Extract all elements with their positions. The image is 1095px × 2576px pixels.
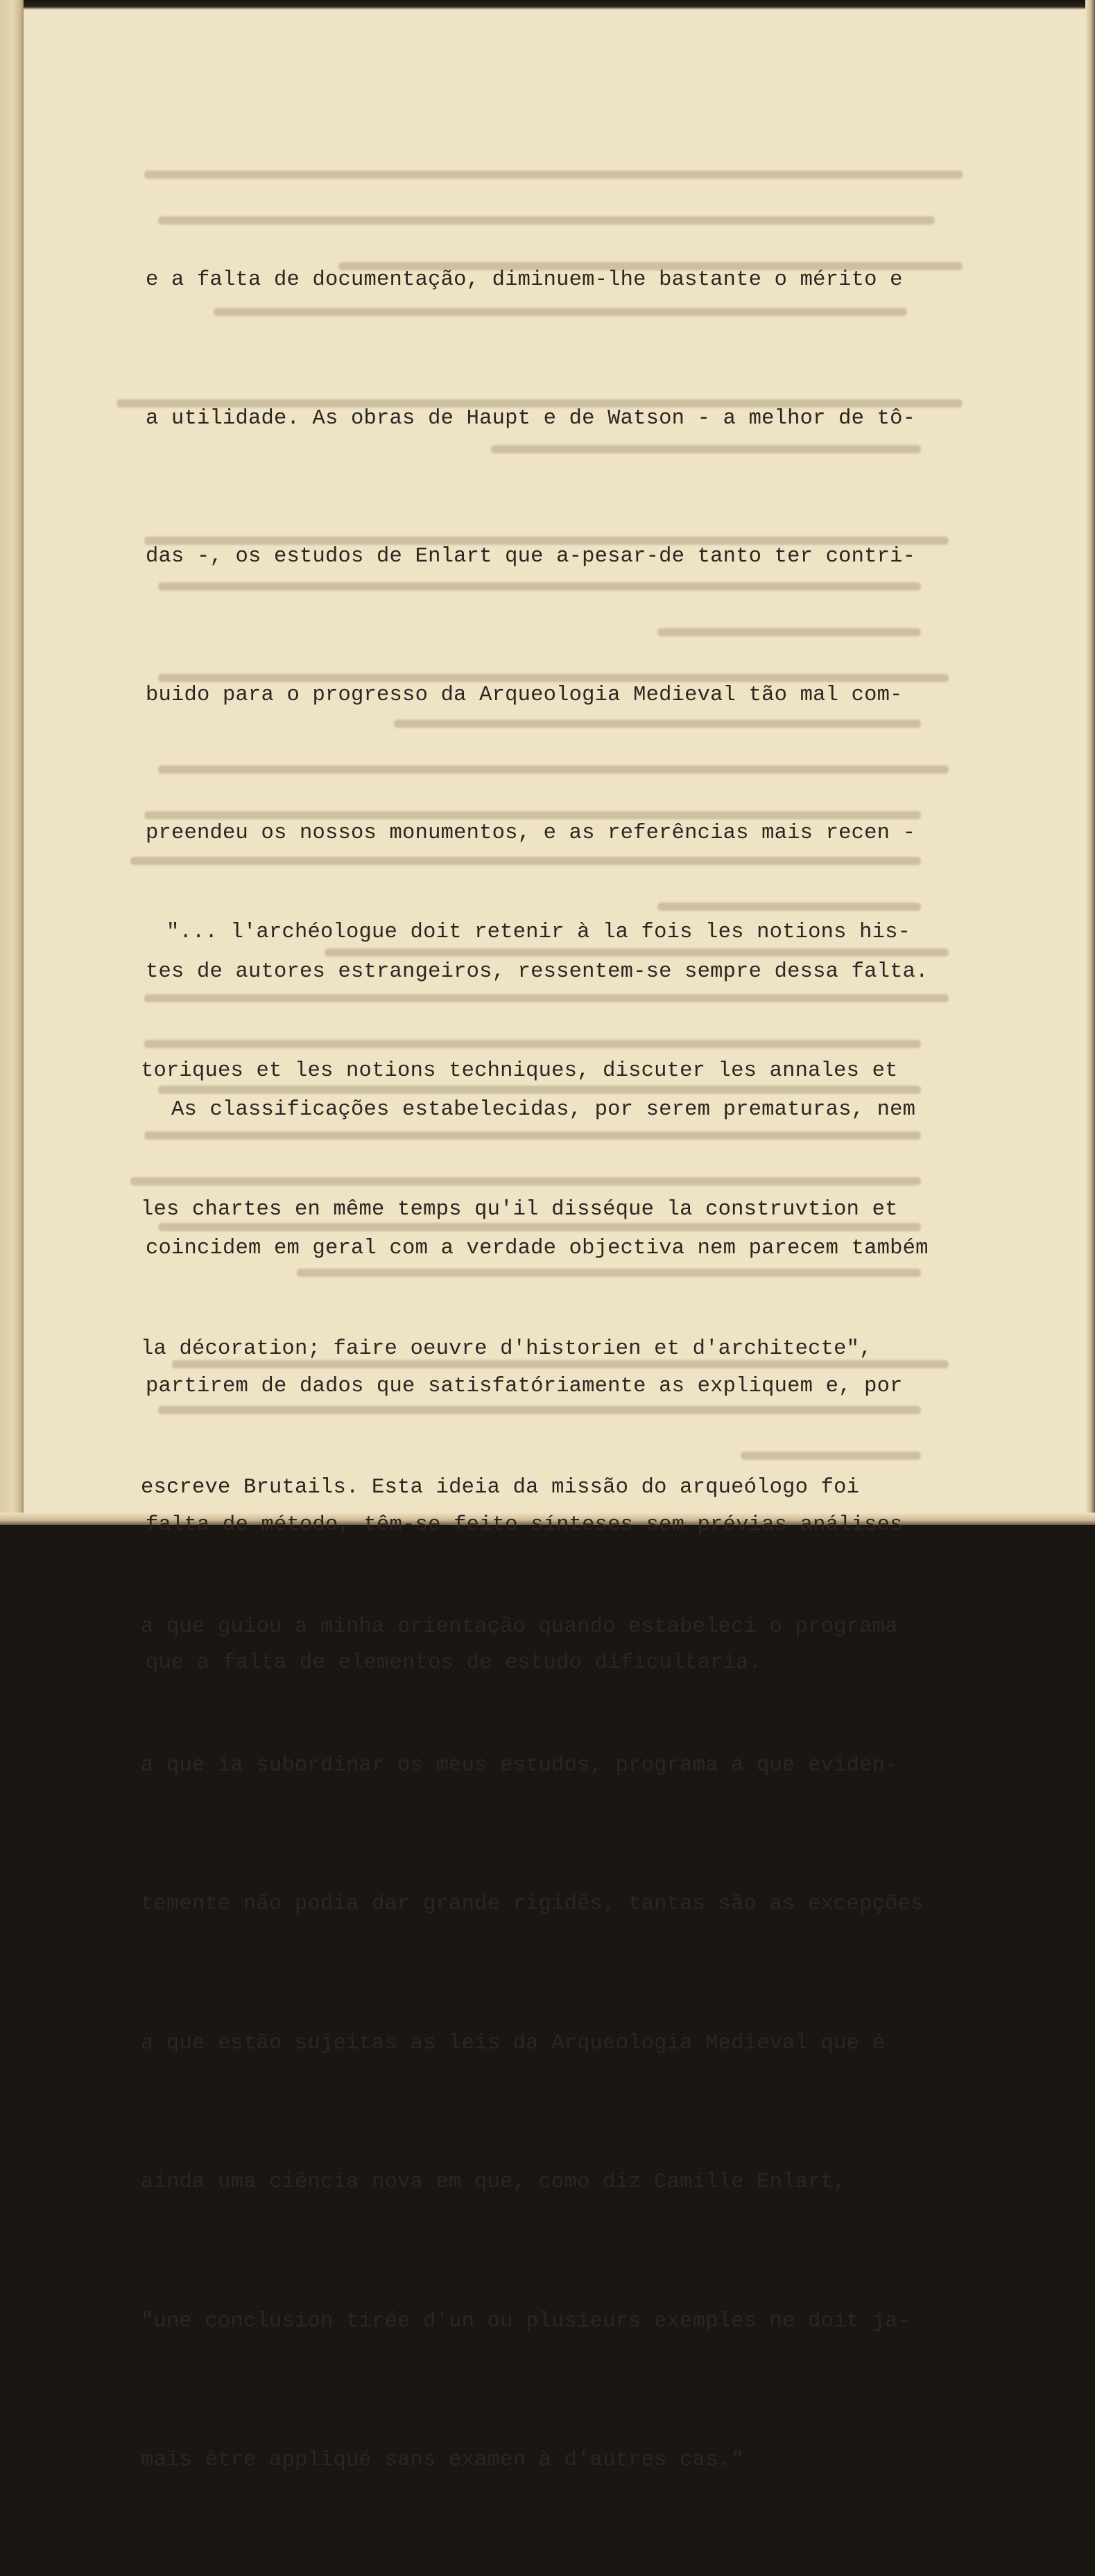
typed-paragraph-2: [141, 817, 924, 2576]
text-line: a que ia subordinar os meus estudos, programa a que eviden-: [141, 1753, 898, 1777]
text-line: partirem de dados que satisfatóriamente as expliquem e, por: [146, 1375, 903, 1398]
text-line: les chartes en même temps qu'il disséque la construvtion et: [141, 1198, 898, 1222]
text-line: que a falta de elementos de estudo dificultaria.: [146, 1651, 762, 1675]
text-line: a utilidade. As obras de Haupt e de Watson - a melhor de tô-: [146, 406, 916, 430]
text-line: ainda uma ciência nova em que, como diz Camille Enlart,: [141, 2170, 847, 2195]
text-line: a que guiou a minha orientação quando estabeleci o programa: [141, 1615, 898, 1639]
text-line: tes de autores estrangeiros, ressentem-se sempre dessa falta.: [146, 959, 929, 984]
text-line: a que estão sujeitas as leis da Arqueologia Medieval que é: [141, 2031, 886, 2055]
text-line: preendeu os nossos monumentos, e as referências mais recen -: [146, 821, 916, 845]
text-line: "... l'archéologue doit retenir à la fois les notions his-: [141, 920, 911, 944]
text-line: falta de método, têm-se feito sínteses sem prévias análises: [146, 1513, 903, 1537]
text-line: das -, os estudos de Enlart que a-pesar-de tanto ter contri-: [146, 545, 916, 568]
text-line: e a falta de documentação, diminuem-lhe bastante o mérito e: [146, 268, 903, 292]
text-line: buido para o progresso da Arqueologia Medieval tão mal com-: [146, 683, 903, 707]
text-line: toriques et les notions techniques, discuter les annales et: [141, 1059, 898, 1083]
page-right-edge: [1085, 0, 1095, 1525]
text-line: "une conclusion tirée d'un ou plusieurs exemples ne doit ja-: [141, 2309, 911, 2333]
text-line: mais être appliqué sans examen à d'autres cas.": [141, 2448, 744, 2472]
page-top-edge: [0, 0, 1095, 10]
text-line: As classificações estabelecidas, por serem prematuras, nem: [146, 1098, 916, 1122]
text-line: temente não podia dar grande rigidês, tantas são as excepções: [141, 1892, 924, 1917]
page-binding-edge: [0, 0, 24, 1525]
text-line: la décoration; faire oeuvre d'historien et d'architecte",: [141, 1337, 872, 1361]
text-line: coincidem em geral com a verdade objectiva nem parecem também: [146, 1236, 929, 1260]
text-line: escreve Brutails. Esta ideia da missão do arqueólogo foi: [141, 1476, 860, 1500]
